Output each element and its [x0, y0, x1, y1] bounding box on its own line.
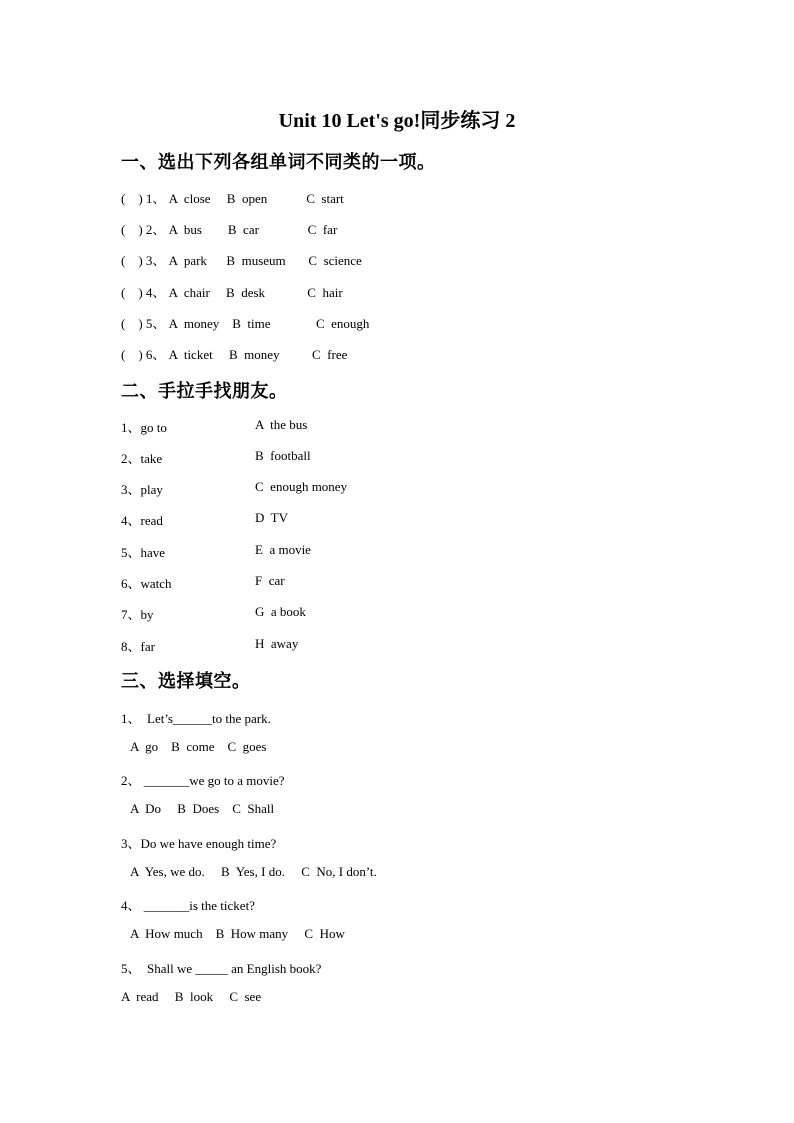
match-right-item: A the bus [255, 417, 308, 432]
question-options: A How much B How many C How [130, 926, 345, 941]
page-title: Unit 10 Let's go!同步练习 2 [278, 110, 516, 132]
match-left-item: 2、take [121, 451, 163, 466]
match-left-item: 6、watch [121, 576, 172, 591]
question-text: 3、Do we have enough time? [121, 836, 277, 851]
match-right-item: B football [255, 448, 311, 463]
question-options: A go B come C goes [130, 739, 267, 754]
question-options: A Do B Does C Shall [130, 801, 275, 816]
match-right-item: G a book [255, 604, 306, 619]
section-1-item: ( ) 3、 A park B museum C science [121, 253, 362, 268]
question-text: 4、 _______is the ticket? [121, 898, 255, 913]
section-2-heading: 二、手拉手找朋友。 [121, 381, 288, 402]
question-text: 1、 Let’s______to the park. [121, 711, 271, 726]
section-1-heading: 一、选出下列各组单词不同类的一项。 [121, 152, 436, 173]
match-left-item: 4、read [121, 513, 163, 528]
question-options: A Yes, we do. B Yes, I do. C No, I don’t. [130, 864, 377, 879]
match-left-item: 1、go to [121, 420, 167, 435]
match-left-item: 5、have [121, 545, 166, 560]
question-text: 2、 _______we go to a movie? [121, 773, 285, 788]
match-right-item: C enough money [255, 479, 348, 494]
section-3-heading: 三、选择填空。 [121, 671, 251, 692]
section-1-item: ( ) 2、 A bus B car C far [121, 222, 338, 237]
section-1-item: ( ) 5、 A money B time C enough [121, 316, 370, 331]
section-1-item: ( ) 1、 A close B open C start [121, 191, 344, 206]
section-1-item: ( ) 6、 A ticket B money C free [121, 347, 348, 362]
match-left-item: 7、by [121, 607, 154, 622]
question-options: A read B look C see [121, 989, 262, 1004]
match-left-item: 8、far [121, 639, 155, 654]
match-right-item: F car [255, 573, 285, 588]
match-left-item: 3、play [121, 482, 163, 497]
match-right-item: E a movie [255, 542, 311, 557]
section-1-item: ( ) 4、 A chair B desk C hair [121, 285, 343, 300]
match-right-item: D TV [255, 510, 288, 525]
match-right-item: H away [255, 636, 299, 651]
question-text: 5、 Shall we _____ an English book? [121, 961, 322, 976]
